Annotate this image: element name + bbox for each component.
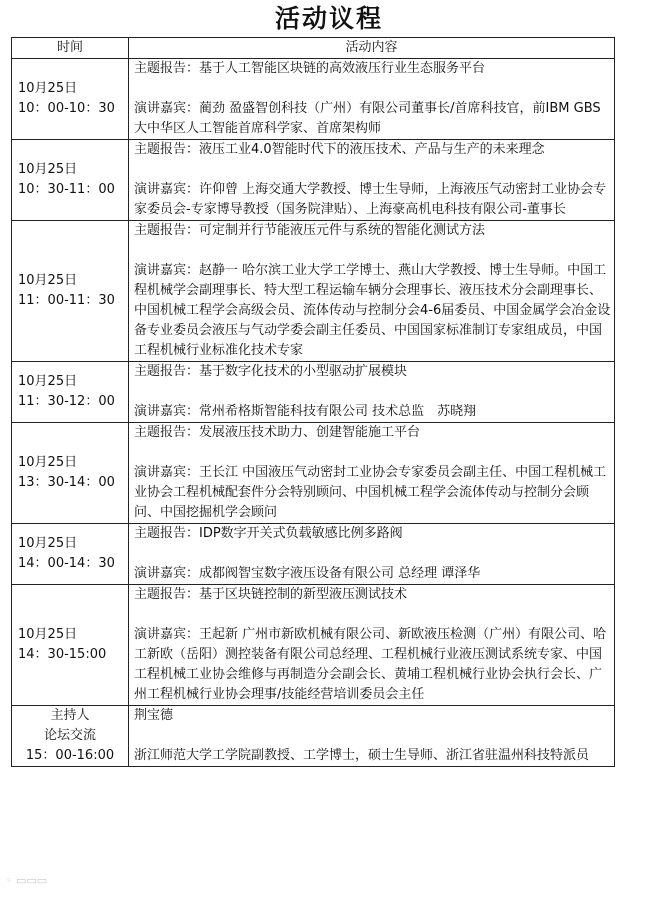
table-row bbox=[12, 423, 615, 524]
spacer bbox=[134, 241, 611, 261]
watermark-logo: ◦ ▭▭▭ bbox=[6, 874, 48, 887]
session-content bbox=[129, 59, 615, 140]
session-speaker: 演讲嘉宾：许仰曾 上海交通大学教授、博士生导师，上海液压气动密封工业协会专家委员会-专家博导教授（国务院津贴）、上海豪高机电科技有限公司-董事长 bbox=[134, 182, 607, 217]
session-topic: 主题报告：可定制并行节能液压元件与系统的智能化测试方法 bbox=[134, 223, 486, 238]
header-content: 活动内容 bbox=[129, 38, 615, 59]
table-row bbox=[12, 59, 615, 140]
host-content bbox=[129, 706, 615, 767]
host-row bbox=[12, 706, 615, 767]
spacer bbox=[134, 443, 611, 463]
spacer bbox=[134, 160, 611, 180]
session-speaker: 演讲嘉宾：常州希格斯智能科技有限公司 技术总监 苏晓翔 bbox=[134, 404, 477, 419]
host-time: 主持人 论坛交流 15：00-16:00 bbox=[12, 706, 129, 767]
spacer bbox=[134, 382, 611, 402]
session-content bbox=[129, 221, 615, 362]
session-topic: 主题报告：基于数字化技术的小型驱动扩展模块 bbox=[134, 364, 408, 379]
session-topic: 主题报告：基于人工智能区块链的高效液压行业生态服务平台 bbox=[134, 61, 486, 76]
agenda-table bbox=[11, 37, 615, 767]
session-content bbox=[129, 140, 615, 221]
session-content bbox=[129, 362, 615, 423]
header-time: 时间 bbox=[12, 38, 129, 59]
session-time: 10月25日 14：00-14：30 bbox=[12, 524, 129, 585]
session-time: 10月25日 10：30-11：00 bbox=[12, 140, 129, 221]
session-topic: 主题报告：IDP数字开关式负载敏感比例多路阀 bbox=[134, 526, 403, 541]
host-name: 荆宝德 bbox=[134, 708, 174, 723]
page-title: 活动议程 bbox=[274, 4, 383, 33]
table-row bbox=[12, 140, 615, 221]
session-topic: 主题报告：液压工业4.0智能时代下的液压技术、产品与生产的未来理念 bbox=[134, 142, 545, 157]
session-speaker: 演讲嘉宾：王起新 广州市新欧机械有限公司、新欧液压检测（广州）有限公司、哈工新欧（岳阳）测控装备有限公司总经理、工程机械行业液压测试系统专家、中国工程机械工业协会维修与再制造分会副会长、黄埔工程机械行业协会执行会长、广州工程机械行业协会理事/技能经营培训委员会主任 bbox=[134, 627, 607, 702]
session-time: 10月25日 14：30-15:00 bbox=[12, 585, 129, 706]
table-row bbox=[12, 585, 615, 706]
session-content bbox=[129, 585, 615, 706]
session-topic: 主题报告：基于区块链控制的新型液压测试技术 bbox=[134, 587, 408, 602]
table-header-row bbox=[12, 38, 615, 59]
session-time: 10月25日 13：30-14：00 bbox=[12, 423, 129, 524]
session-time: 10月25日 11：00-11：30 bbox=[12, 221, 129, 362]
table-row bbox=[12, 524, 615, 585]
session-speaker: 演讲嘉宾：成都阀智宝数字液压设备有限公司 总经理 谭泽华 bbox=[134, 566, 481, 581]
spacer bbox=[134, 726, 611, 746]
session-speaker: 演讲嘉宾：蔺劲 盈盛智创科技（广州）有限公司董事长/首席科技官，前IBM GBS大中华区人工智能首席科学家、首席架构师 bbox=[134, 101, 601, 136]
spacer bbox=[134, 544, 611, 564]
session-speaker: 演讲嘉宾：王长江 中国液压气动密封工业协会专家委员会副主任、中国工程机械工业协会工程机械配套件分会特别顾问、中国机械工程学会流体传动与控制分会顾问、中国挖掘机学会顾问 bbox=[134, 465, 607, 520]
spacer bbox=[134, 79, 611, 99]
session-speaker: 演讲嘉宾：赵静一 哈尔滨工业大学工学博士、燕山大学教授、博士生导师。中国工程机械学会副理事长、特大型工程运输车辆分会理事长、液压技术分会副理事长、中国机械工程学会高级会员、流体传动与控制分会4-6届委员、中国金属学会冶金设备专业委员会液压与气动学委会副主任委员、中国国家标准制订专家组成员，中国工程机械行业标准化技术专家 bbox=[134, 263, 611, 358]
session-time: 10月25日 11：30-12：00 bbox=[12, 362, 129, 423]
session-content bbox=[129, 423, 615, 524]
session-topic: 主题报告：发展液压技术助力、创建智能施工平台 bbox=[134, 425, 421, 440]
table-row bbox=[12, 221, 615, 362]
table-row bbox=[12, 362, 615, 423]
session-time: 10月25日 10：00-10：30 bbox=[12, 59, 129, 140]
host-description: 浙江师范大学工学院副教授、工学博士，硕士生导师、浙江省驻温州科技特派员 bbox=[134, 748, 590, 763]
session-content bbox=[129, 524, 615, 585]
spacer bbox=[134, 605, 611, 625]
